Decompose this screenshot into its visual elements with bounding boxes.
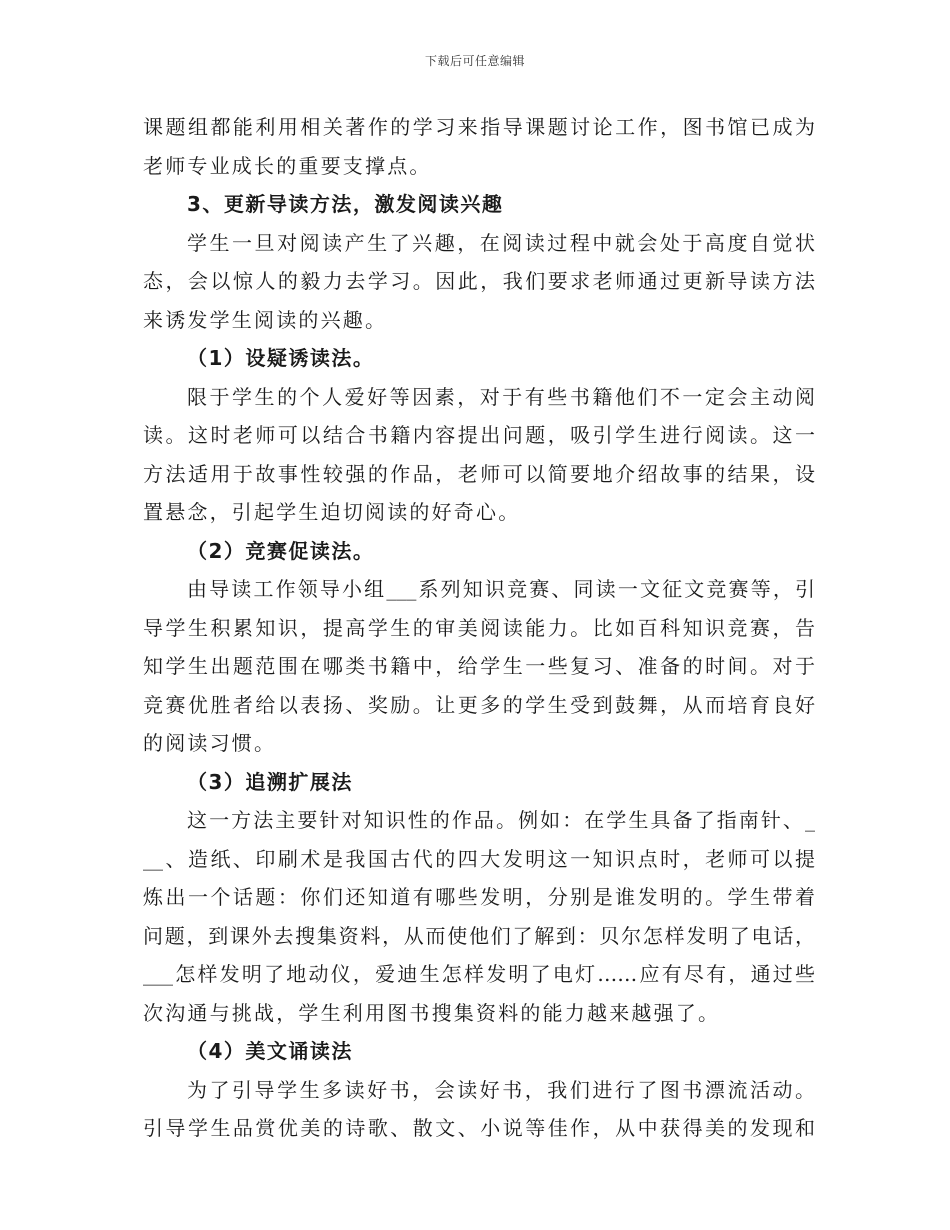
section-heading: 3、更新导读方法，激发阅读兴趣 (187, 192, 504, 216)
paragraph-line: 竞赛优胜者给以表扬、奖励。让更多的学生受到鼓舞，从而培育良好 (143, 692, 815, 717)
paragraph-line: 这一方法主要针对知识性的作品。例如：在学生具备了指南针、_ (187, 808, 815, 832)
subsection-heading: （3）追溯扩展法 (187, 769, 353, 794)
paragraph-line: 老师专业成长的重要支撑点。 (143, 153, 432, 178)
paragraph-line: 课题组都能利用相关著作的学习来指导课题讨论工作，图书馆已成为 (143, 115, 815, 139)
paragraph-line: 限于学生的个人爱好等因素，对于有些书籍他们不一定会主动阅 (187, 384, 815, 409)
page-header: 下载后可任意编辑 (424, 54, 525, 68)
paragraph-line: 导学生积累知识，提高学生的审美阅读能力。比如百科知识竞赛，告 (143, 615, 815, 640)
document-body (143, 108, 815, 1148)
subsection-heading: （4）美文诵读法 (187, 1039, 353, 1063)
paragraph-line: 由导读工作领导小组___系列知识竞赛、同读一文征文竞赛等，引 (187, 577, 815, 601)
paragraph-line: 来诱发学生阅读的兴趣。 (143, 307, 388, 332)
paragraph-line: 态，会以惊人的毅力去学习。因此，我们要求老师通过更新导读方法 (143, 269, 815, 293)
paragraph-line: 为了引导学生多读好书，会读好书，我们进行了图书漂流活动。 (187, 1077, 815, 1102)
paragraph-line: 方法适用于故事性较强的作品，老师可以简要地介绍故事的结果，设 (143, 461, 815, 486)
paragraph-line: 炼出一个话题：你们还知道有哪些发明，分别是谁发明的。学生带着 (143, 885, 815, 909)
paragraph-line: 次沟通与挑战，学生利用图书搜集资料的能力越来越强了。 (143, 1000, 721, 1025)
subsection-heading: （1）设疑诱读法。 (187, 346, 375, 370)
paragraph-line: ___怎样发明了地动仪，爱迪生怎样发明了电灯……应有尽有，通过些 (143, 962, 815, 986)
paragraph-line: 读。这时老师可以结合书籍内容提出问题，吸引学生进行阅读。这一 (143, 423, 815, 447)
paragraph-line: 的阅读习惯。 (143, 731, 277, 755)
paragraph-line: 问题，到课外去搜集资料，从而使他们了解到：贝尔怎样发明了电话， (143, 923, 815, 948)
paragraph-line: 置悬念，引起学生迫切阅读的好奇心。 (143, 500, 521, 524)
subsection-heading: （2）竞赛促读法。 (187, 538, 375, 563)
paragraph-line: 知学生出题范围在哪类书籍中，给学生一些复习、准备的时间。对于 (143, 654, 815, 678)
paragraph-line: __、造纸、印刷术是我国古代的四大发明这一知识点时，老师可以提 (143, 846, 815, 871)
paragraph-line: 学生一旦对阅读产生了兴趣，在阅读过程中就会处于高度自觉状 (187, 230, 815, 255)
paragraph-line: 引导学生品赏优美的诗歌、散文、小说等佳作，从中获得美的发现和 (143, 1116, 815, 1140)
